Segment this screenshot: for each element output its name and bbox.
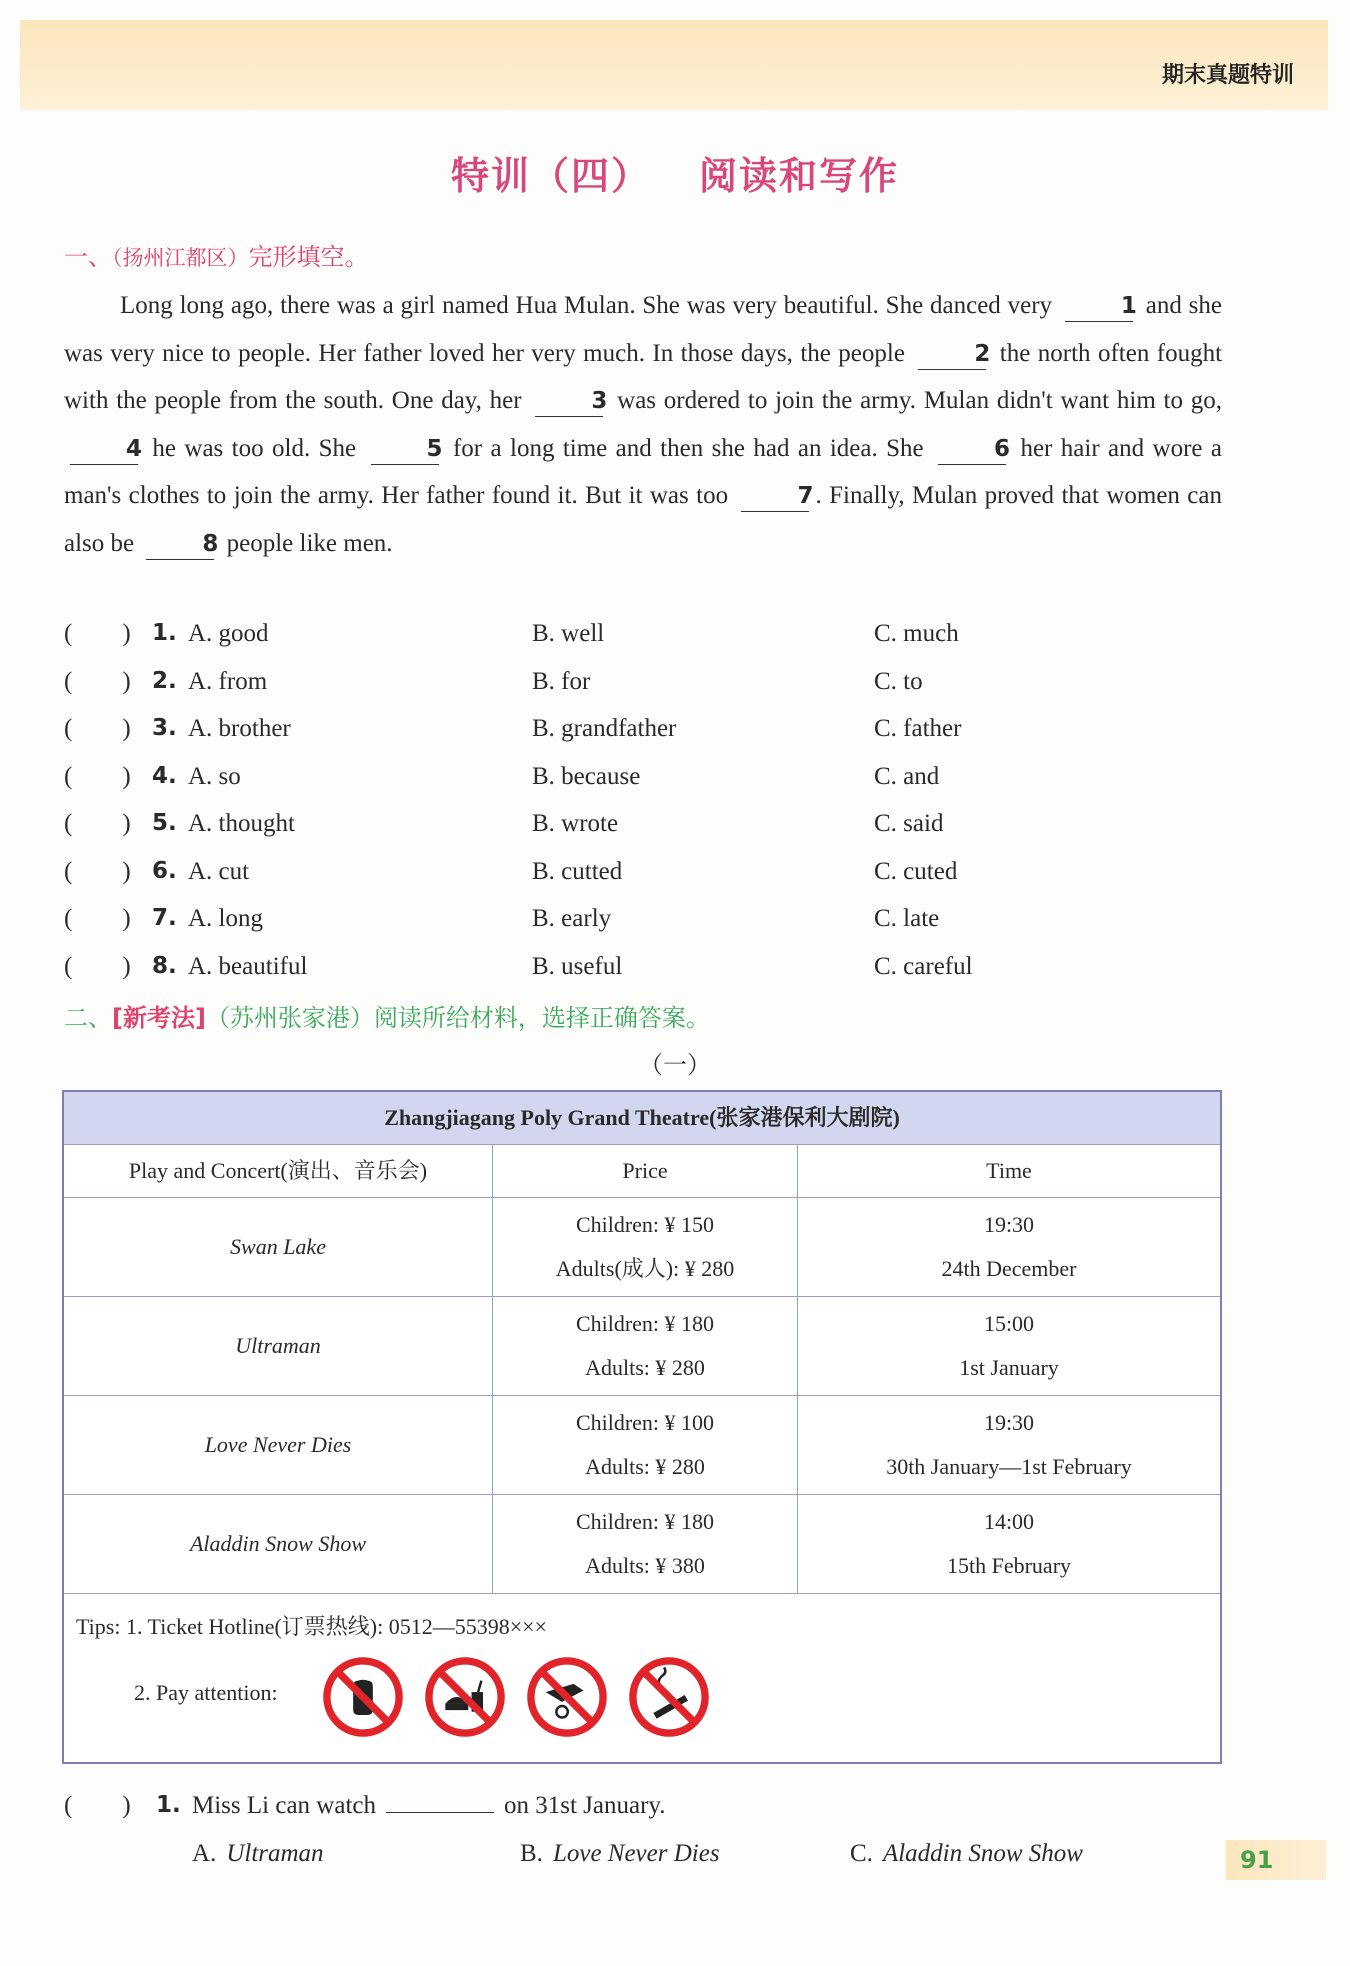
show-date: 15th February [946,1553,1072,1578]
option-a[interactable]: A. long [188,905,263,932]
play-name: Aladdin Snow Show [189,1531,366,1556]
no-talking-icon [322,1656,404,1738]
answer-paren[interactable]: ( ) [64,667,131,695]
answer-paren[interactable]: ( ) [64,620,131,647]
question-row [64,943,1264,991]
section2-tag: [新考法] [112,1004,206,1032]
question-options-row [64,1830,1264,1878]
answer-blank[interactable] [386,1788,494,1813]
passage-text: . Finally, Mulan proved that women can also be [64,482,1223,557]
no-littering-icon [526,1656,608,1738]
play-name: Ultraman [235,1333,321,1358]
passage-text: people like men. [226,529,393,557]
question-number: 2. [152,667,177,694]
no-smoking-icon [628,1656,710,1738]
title-right: 阅读和写作 [699,154,900,198]
passage-text: and she was very nice to people. Her father loved her very much. In those days, the people [64,292,1223,367]
option-letter: A. [192,1839,217,1867]
cloze-options [64,610,1264,990]
ticket-hotline: Tips: 1. Ticket Hotline(订票热线): 0512—55398××× [76,1614,547,1639]
section2-source: （苏州张家港） [205,1004,374,1032]
blank-2[interactable]: 2 [918,339,986,370]
option-b[interactable]: B. for [532,667,591,695]
show-date: 30th January—1st February [886,1454,1132,1479]
cloze-passage [64,282,1222,567]
question-row [64,658,1264,706]
option-text: Love Never Dies [552,1839,720,1867]
option-c[interactable]: C. father [874,715,962,742]
stem-after: on 31st January. [503,1792,666,1819]
section2-prefix: 二、 [64,1004,112,1032]
page-title [0,145,1350,200]
theatre-table [62,1090,1222,1764]
option-a[interactable]: A. so [188,762,241,790]
show-time: 14:00 [983,1509,1035,1534]
answer-paren[interactable]: ( ) [64,762,131,790]
passage-text: Long long ago, there was a girl named Hua Mulan. She was very beautiful. She danced very [120,292,1053,319]
price-children: Children: ¥ 150 [575,1212,715,1237]
option-c[interactable] [850,1830,1083,1878]
show-date: 1st January [959,1355,1059,1380]
option-b[interactable] [520,1830,720,1878]
question-number: 4. [152,762,177,789]
option-b[interactable]: B. early [532,905,612,932]
section1-instruction: 完形填空。 [248,243,369,271]
show-time: 19:30 [983,1212,1035,1237]
tips-area [64,1594,1220,1758]
option-c[interactable]: C. late [874,905,940,932]
question-number: 6. [152,857,177,884]
table-row [64,1495,1220,1594]
answer-paren[interactable]: ( ) [64,857,131,885]
table-header-row [64,1145,1220,1198]
reading-question-1 [64,1782,1264,1877]
question-number: 7. [152,905,177,931]
header-price: Price [493,1145,798,1197]
option-a[interactable] [192,1830,324,1878]
answer-paren[interactable]: ( ) [64,715,131,742]
blank-6[interactable]: 6 [938,434,1006,465]
price-children: Children: ¥ 180 [575,1509,715,1534]
option-letter: C. [850,1839,873,1867]
blank-7[interactable]: 7 [741,481,809,512]
title-left: 特训（四） [450,154,651,198]
price-adults: Adults: ¥ 280 [585,1355,705,1380]
table-title: Zhangjiagang Poly Grand Theatre(张家港保利大剧院) [64,1092,1220,1145]
option-a[interactable]: A. thought [188,810,295,837]
question-number: 8. [152,952,177,979]
page-number: 91 [1226,1840,1326,1880]
question-row [64,610,1264,658]
blank-3[interactable]: 3 [535,386,603,417]
passage-text: for a long time and then she had an idea. She [452,434,924,462]
section1-heading [64,237,369,272]
price-children: Children: ¥ 100 [575,1410,715,1435]
header-play: Play and Concert(演出、音乐会) [64,1145,493,1197]
question-row [64,895,1264,943]
option-c[interactable]: C. and [874,762,940,790]
stem-before: Miss Li can watch [192,1792,376,1819]
price-adults: Adults: ¥ 280 [585,1454,705,1479]
option-text: Ultraman [226,1839,324,1867]
section2-instruction: 阅读所给材料，选择正确答案。 [373,1004,710,1032]
table-row [64,1198,1220,1297]
option-b[interactable]: B. cutted [532,857,623,885]
question-row [64,753,1264,801]
option-c[interactable]: C. careful [874,952,973,980]
option-b[interactable]: B. well [532,620,605,647]
price-adults: Adults(成人): ¥ 280 [555,1256,735,1281]
question-row [64,848,1264,896]
option-c[interactable]: C. to [874,667,923,695]
option-c[interactable]: C. cuted [874,857,958,885]
passage-text: the north often fought with the people from the south. One day, her [64,339,1223,414]
option-letter: B. [520,1839,543,1867]
prohibition-signs [322,1656,710,1738]
option-b[interactable]: B. grandfather [532,715,677,742]
option-c[interactable]: C. much [874,620,959,647]
pay-attention-label: 2. Pay attention: [134,1680,278,1705]
subheading: （一） [639,1053,711,1079]
question-stem-row [64,1782,1264,1830]
table-row [64,1297,1220,1396]
blank-1[interactable]: 1 [1065,291,1133,322]
answer-paren[interactable]: ( ) [64,952,131,980]
play-name: Swan Lake [230,1234,326,1259]
option-a[interactable]: A. beautiful [188,952,308,980]
question-row [64,705,1264,753]
passage-text: he was too old. She [152,434,357,462]
section1-source: （扬州江都区） [112,246,249,270]
question-row [64,800,1264,848]
show-time: 19:30 [983,1410,1035,1435]
answer-paren[interactable]: ( ) [64,905,131,932]
no-food-icon [424,1656,506,1738]
option-a[interactable]: A. from [188,667,268,695]
answer-paren[interactable]: ( ) [64,1792,131,1819]
passage-text: was ordered to join the army. Mulan didn't want him to go, [617,387,1223,414]
option-b[interactable]: B. useful [532,952,623,980]
option-a[interactable]: A. good [188,620,269,647]
header-band [20,20,1328,110]
header-time: Time [986,1158,1032,1183]
option-c[interactable]: C. said [874,810,944,837]
show-date: 24th December [941,1256,1077,1281]
price-children: Children: ¥ 180 [575,1311,715,1336]
option-text: Aladdin Snow Show [882,1839,1083,1867]
question-number: 3. [152,715,177,741]
question-number: 1. [152,620,177,646]
show-time: 15:00 [983,1311,1035,1336]
option-a[interactable]: A. cut [188,857,250,885]
blank-5[interactable]: 5 [371,434,439,465]
price-adults: Adults: ¥ 380 [585,1553,705,1578]
option-b[interactable]: B. because [532,762,641,790]
question-stem [192,1782,666,1830]
answer-paren[interactable]: ( ) [64,810,131,837]
table-row [64,1396,1220,1495]
option-b[interactable]: B. wrote [532,810,619,837]
section2-heading [64,998,710,1033]
question-number: 1. [156,1792,181,1818]
section1-prefix: 一、 [64,243,112,271]
question-number: 5. [152,810,177,836]
blank-4[interactable]: 4 [70,434,138,465]
header-label: 期末真题特训 [1161,63,1294,88]
play-name: Love Never Dies [204,1432,352,1457]
blank-8[interactable]: 8 [146,529,214,560]
option-a[interactable]: A. brother [188,715,291,742]
passage-text: her hair and wore a man's clothes to join the army. Her father found it. But it was too [64,434,1223,509]
